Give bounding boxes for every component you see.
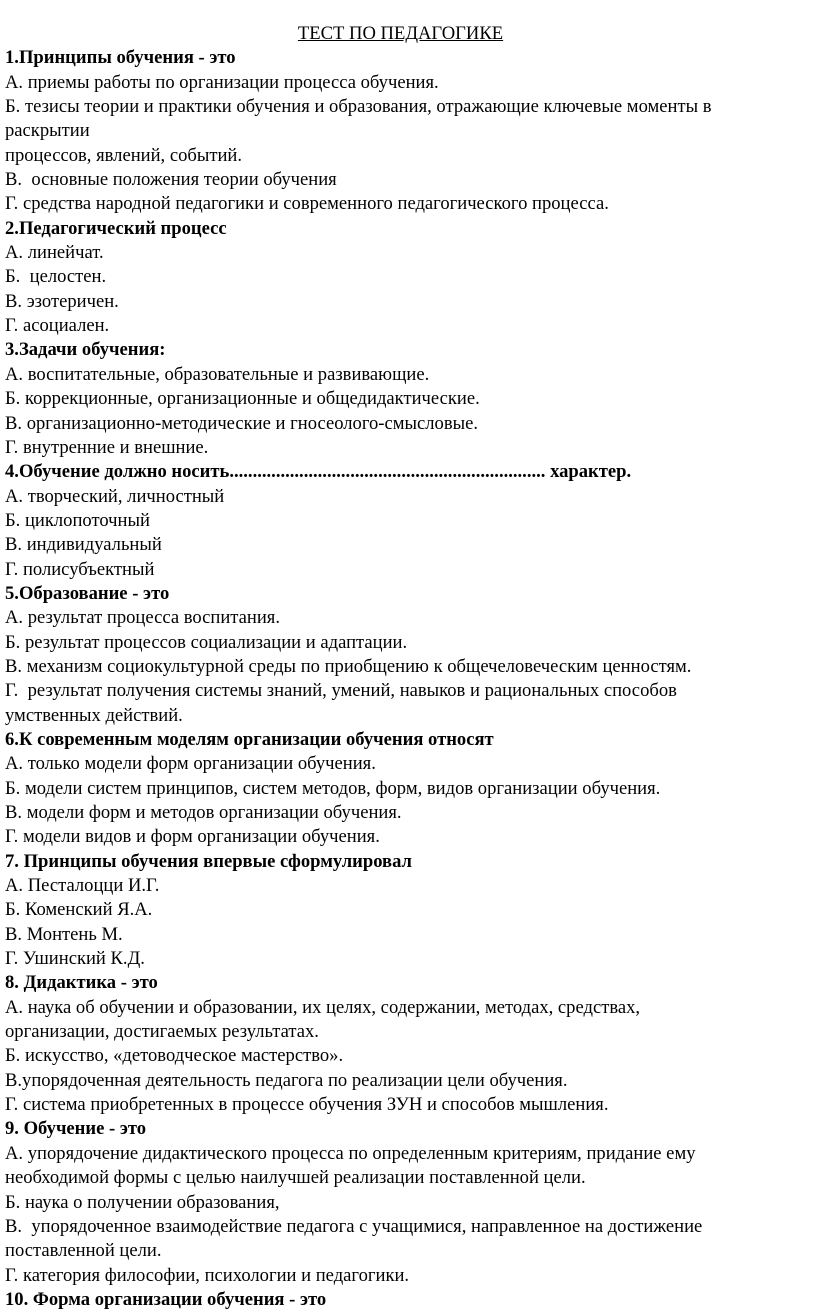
question-heading: 7. Принципы обучения впервые сформулировал (5, 850, 412, 872)
question-heading: 6.К современным моделям организации обучения относят (5, 728, 494, 750)
answer-option: Б. целостен. (5, 266, 107, 288)
answer-option: В. механизм социокультурной среды по приобщению к общечеловеческим ценностям. (5, 655, 692, 677)
question-heading: 9. Обучение - это (5, 1118, 147, 1140)
answer-option: В. Монтень М. (5, 923, 123, 945)
answer-option: А. творческий, личностный (5, 485, 225, 507)
answer-option: В. организационно-методические и гносеолого-смысловые. (5, 412, 478, 434)
test-content (5, 46, 796, 1312)
answer-option: необходимой формы с целью наилучшей реализации поставленной цели. (5, 1167, 586, 1189)
answer-option: Г. категория философии, психологии и педагогики. (5, 1264, 410, 1286)
answer-option: поставленной цели. (5, 1240, 162, 1262)
answer-option: В.упорядоченная деятельность педагога по реализации цели обучения. (5, 1069, 568, 1091)
answer-option: А. упорядочение дидактического процесса по определенным критериям, придание ему (5, 1142, 696, 1164)
answer-option: Б. циклопоточный (5, 509, 150, 531)
answer-option: В. эзотеричен. (5, 290, 119, 312)
answer-option: В. индивидуальный (5, 534, 162, 556)
answer-option: Г. модели видов и форм организации обучения. (5, 826, 380, 848)
answer-option: Г. асоциален. (5, 315, 110, 337)
answer-option: А. приемы работы по организации процесса обучения. (5, 71, 439, 93)
answer-option: А. воспитательные, образовательные и развивающие. (5, 363, 430, 385)
question-heading: 5.Образование - это (5, 582, 170, 604)
question-heading: 4.Обучение должно носить.................................................................... характер. (5, 461, 632, 483)
question-heading: 8. Дидактика - это (5, 972, 158, 994)
answer-option: раскрытии (5, 120, 90, 142)
question-heading: 10. Форма организации обучения - это (5, 1288, 327, 1310)
answer-option: Б. наука о получении образования, (5, 1191, 280, 1213)
answer-option: Б. результат процессов социализации и адаптации. (5, 631, 408, 653)
answer-option: А. линейчат. (5, 242, 104, 264)
answer-option: В. модели форм и методов организации обучения. (5, 802, 402, 823)
answer-option: Г. средства народной педагогики и современного педагогического процесса. (5, 193, 609, 215)
answer-option: Б. искусство, «детоводческое мастерство». (5, 1045, 344, 1067)
answer-option: Г. результат получения системы знаний, умений, навыков и рациональных способов (5, 680, 677, 702)
answer-option: В. упорядоченное взаимодействие педагога с учащимися, направленное на достижение (5, 1215, 703, 1237)
answer-option: умственных действий. (5, 704, 183, 726)
answer-option: Б. тезисы теории и практики обучения и образования, отражающие ключевые моменты в (5, 96, 712, 118)
answer-option: Б. Коменский Я.А. (5, 899, 153, 921)
answer-option: Г. система приобретенных в процессе обучения ЗУН и способов мышления. (5, 1094, 609, 1116)
answer-option: В. основные положения теории обучения (5, 169, 337, 191)
answer-option: организации, достигаемых результатах. (5, 1021, 319, 1043)
answer-option: А. только модели форм организации обучения. (5, 753, 376, 775)
page-title: ТЕСТ ПО ПЕДАГОГИКЕ (297, 23, 504, 44)
answer-option: Г. внутренние и внешние. (5, 436, 209, 458)
answer-option: Б. коррекционные, организационные и общедидактические. (5, 388, 480, 410)
answer-option: Г. полисубъектный (5, 558, 155, 580)
question-heading: 3.Задачи обучения: (5, 339, 166, 361)
answer-option: Г. Ушинский К.Д. (5, 948, 145, 970)
question-heading: 2.Педагогический процесс (5, 217, 227, 239)
answer-option: А. наука об обучении и образовании, их целях, содержании, методах, средствах, (5, 996, 641, 1018)
question-heading: 1.Принципы обучения - это (5, 47, 236, 69)
answer-option: А. результат процесса воспитания. (5, 607, 281, 629)
answer-option: процессов, явлений, событий. (5, 144, 243, 166)
answer-option: А. Песталоцци И.Г. (5, 875, 160, 897)
answer-option: Б. модели систем принципов, систем методов, форм, видов организации обучения. (5, 777, 661, 799)
